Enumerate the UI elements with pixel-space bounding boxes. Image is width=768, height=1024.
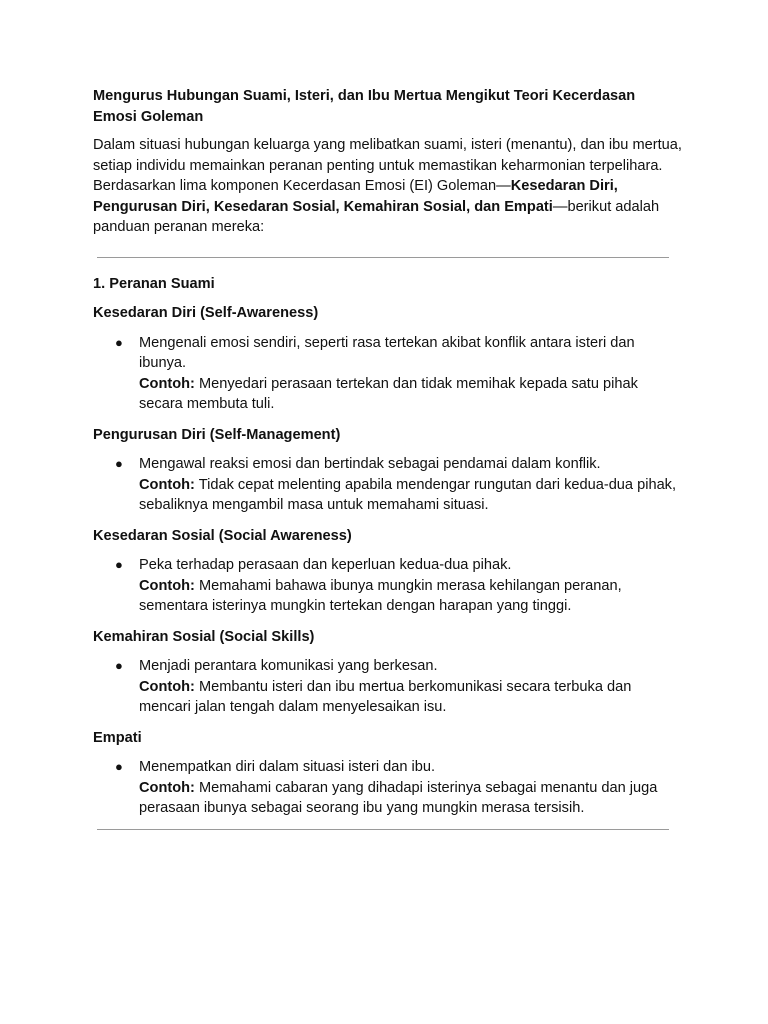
example-label: Contoh: (139, 476, 195, 493)
point-text: Menempatkan diri dalam situasi isteri dan ibu. (139, 759, 436, 775)
intro-bold-components: Kesedaran Diri, Pengurusan Diri, Kesedaran Sosial, Kemahiran Sosial, dan Empati (93, 178, 618, 215)
divider-top (97, 257, 669, 258)
example-text: Memahami bahawa ibunya mungkin merasa kehilangan peranan, sementara isterinya mungkin tertekan dengan harapan yang tinggi. (139, 577, 622, 614)
component-list-empathy (93, 757, 683, 819)
example-text: Menyedari perasaan tertekan dan tidak memihak kepada satu pihak secara membuta tuli. (139, 375, 638, 412)
component-heading-social-skills: Kemahiran Sosial (Social Skills) (93, 628, 315, 645)
point-text: Mengawal reaksi emosi dan bertindak sebagai pendamai dalam konflik. (139, 456, 601, 472)
document-title: Mengurus Hubungan Suami, Isteri, dan Ibu Mertua Mengikut Teori Kecerdasan Emosi Goleman (93, 88, 636, 125)
intro-paragraph (93, 135, 683, 238)
intro-text: Dalam situasi hubungan keluarga yang melibatkan suami, isteri (menantu), dan ibu mertua, setiap individu memainkan peranan penting untuk memastikan keharmonian terpelihara. Berdasarkan lima komponen Kecerdasan Emosi (EI) Goleman— (93, 137, 682, 194)
divider-bottom (97, 829, 669, 830)
list-item (115, 333, 683, 415)
component-list-social-skills (93, 656, 683, 718)
bullet-icon: ● (115, 759, 123, 774)
example-label: Contoh: (139, 375, 195, 392)
list-item (115, 757, 683, 819)
intro-text-end: —berikut adalah panduan peranan mereka: (93, 198, 660, 235)
example-text: Memahami cabaran yang dihadapi isterinya sebagai menantu dan juga perasaan ibunya sebagai seorang ibu yang mungkin merasa tersisih. (139, 779, 658, 816)
example-text: Membantu isteri dan ibu mertua berkomunikasi secara terbuka dan mencari jalan tengah dalam menyelesaikan isu. (139, 678, 632, 715)
list-item (115, 555, 683, 617)
document-content (93, 86, 683, 830)
point-text: Menjadi perantara komunikasi yang berkesan. (139, 658, 438, 674)
component-heading-self-awareness: Kesedaran Diri (Self-Awareness) (93, 305, 319, 321)
list-item (115, 454, 683, 516)
point-text: Peka terhadap perasaan dan keperluan kedua-dua pihak. (139, 557, 512, 573)
bullet-icon: ● (115, 334, 123, 350)
bullet-icon: ● (115, 658, 123, 673)
component-heading-social-awareness: Kesedaran Sosial (Social Awareness) (93, 527, 352, 544)
component-list-social-awareness (93, 555, 683, 617)
point-text: Mengenali emosi sendiri, seperti rasa tertekan akibat konflik antara isteri dan ibunya. (139, 334, 635, 371)
bullet-icon: ● (115, 456, 123, 471)
component-heading-self-management: Pengurusan Diri (Self-Management) (93, 426, 341, 443)
example-text: Tidak cepat melenting apabila mendengar rungutan dari kedua-dua pihak, sebaliknya mengambil masa untuk memahami situasi. (139, 476, 677, 513)
component-list-self-management (93, 454, 683, 516)
example-label: Contoh: (139, 577, 195, 594)
bullet-icon: ● (115, 557, 123, 572)
example-label: Contoh: (139, 779, 195, 796)
section-title: 1. Peranan Suami (93, 275, 215, 292)
component-list-self-awareness (93, 333, 683, 415)
example-label: Contoh: (139, 678, 195, 695)
list-item (115, 656, 683, 718)
component-heading-empathy: Empati (93, 729, 142, 746)
